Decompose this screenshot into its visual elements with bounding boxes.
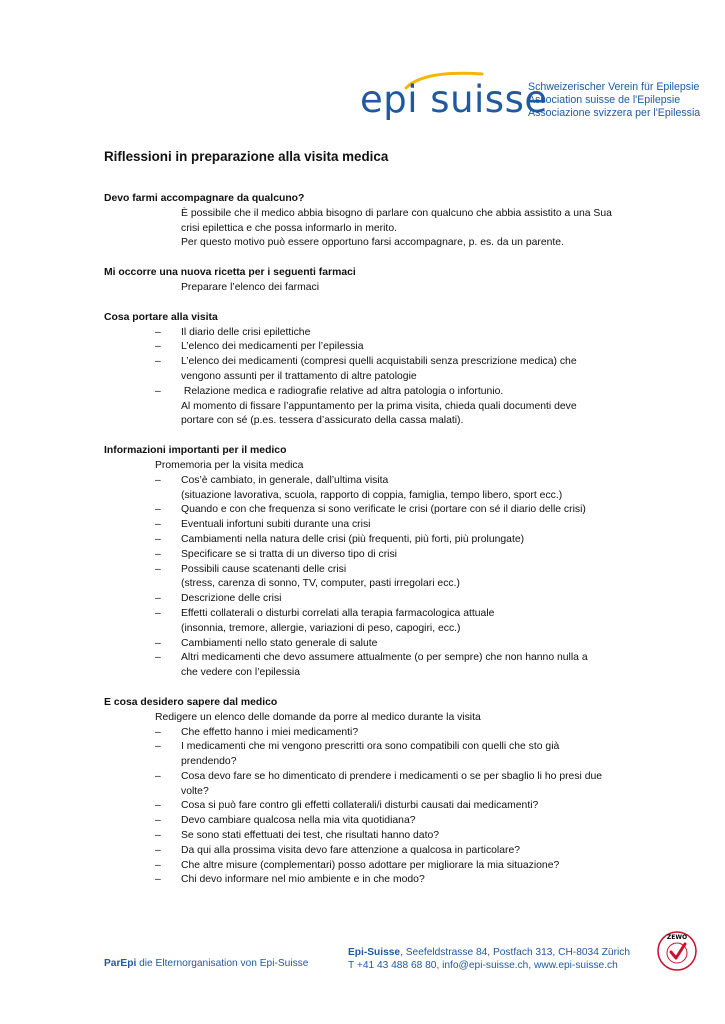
list-item: – Altri medicamenti che devo assumere attualmente (o per sempre) che non hanno nulla a che vedere con l’epilessia — [155, 652, 588, 679]
section-questions-for-doctor — [104, 696, 644, 888]
section-heading: E cosa desidero sapere dal medico — [104, 696, 278, 708]
list-item: – Possibili cause scatenanti delle crisi (stress, carenza di sonno, TV, computer, pasti irregolari ecc.) — [155, 563, 460, 590]
footer-contact-line: T +41 43 488 68 80, info@epi-suisse.ch, www.epi-suisse.ch — [348, 960, 618, 972]
paragraph-line: È possibile che il medico abbia bisogno di parlare con qualcuno che abbia assistito a una Sua — [181, 207, 612, 219]
org-name-it: Associazione svizzera per l'Epilessia — [528, 106, 701, 119]
org-names — [528, 81, 700, 119]
section-intro: Redigere un elenco delle domande da porre al medico durante la visita — [155, 711, 481, 723]
org-name-fr: Association suisse de l'Epilepsie — [528, 93, 681, 106]
info-list — [104, 474, 644, 681]
section-what-to-bring — [104, 311, 644, 429]
footer-left-brand: ParEpi — [104, 958, 137, 969]
paragraph-line: Preparare l’elenco dei farmaci — [181, 281, 320, 293]
list-item: – L’elenco dei medicamenti (compresi quelli acquistabili senza prescrizione medica) che vengono assunti per il trattamento di altre patologie — [155, 356, 577, 382]
list-item: – Che effetto hanno i miei medicamenti? — [155, 726, 359, 738]
list-item: – Cambiamenti nello stato generale di salute — [155, 637, 378, 649]
footer-left-text: die Elternorganisation von Epi-Suisse — [136, 958, 309, 969]
epi-suisse-logo — [360, 68, 548, 128]
bring-list — [104, 326, 644, 430]
document-body — [104, 145, 644, 888]
list-item: – Che altre misure (complementari) posso adottare per migliorare la mia situazione? — [155, 859, 560, 871]
list-item: – Effetti collaterali o disturbi correlati alla terapia farmacologica attuale (insonnia, tremore, allergie, variazioni di peso, capogiri, ecc.) — [155, 607, 495, 634]
paragraph-line: Per questo motivo può essere opportuno farsi accompagnare, p. es. da un parente. — [181, 237, 564, 249]
section-intro: Promemoria per la visita medica — [155, 459, 304, 471]
list-item: – L’elenco dei medicamenti per l’epilessia — [155, 341, 364, 353]
section-info-for-doctor — [104, 444, 644, 681]
list-item: – Cos’è cambiato, in generale, dall’ultima visita (situazione lavorativa, scuola, rapporto di coppia, famiglia, tempo libero, sport ecc.) — [155, 474, 563, 501]
list-item: – Descrizione delle crisi — [155, 593, 282, 605]
footer-right-brand: Epi-Suisse — [348, 947, 401, 958]
section-prescription — [104, 266, 644, 296]
zewo-seal-icon — [656, 930, 698, 972]
footer-address: , Seefeldstrasse 84, Postfach 313, CH-8034 Zürich — [400, 947, 630, 958]
list-item: – Da qui alla prossima visita devo fare attenzione a qualcosa in particolare? — [155, 844, 521, 856]
list-item: – Specificare se si tratta di un diverso tipo di crisi — [155, 548, 397, 560]
section-heading: Devo farmi accompagnare da qualcuno? — [104, 193, 305, 204]
section-heading: Mi occorre una nuova ricetta per i seguenti farmaci — [104, 267, 356, 279]
org-name-de: Schweizerischer Verein für Epilepsie — [528, 81, 700, 93]
questions-list — [104, 726, 644, 889]
list-item: – I medicamenti che mi vengono prescritti ora sono compatibili con quelli che sto già prendendo? — [155, 741, 560, 768]
footer-contact — [348, 946, 630, 973]
paragraph-line: crisi epilettica e che possa informarlo in merito. — [181, 222, 397, 234]
list-item: – Cosa si può fare contro gli effetti collaterali/i disturbi causati dai medicamenti? — [155, 800, 539, 812]
section-accompany — [104, 192, 644, 251]
list-item: – Quando e con che frequenza si sono verificate le crisi (portare con sé il diario delle crisi) — [155, 504, 586, 516]
list-item: – Il diario delle crisi epilettiche — [155, 326, 311, 338]
logo-wordmark: epi suisse — [360, 78, 548, 121]
list-item: – Cambiamenti nella natura delle crisi (più frequenti, più forti, più prolungate) — [155, 533, 525, 545]
list-item: – Eventuali infortuni subiti durante una crisi — [155, 519, 371, 531]
footer-parepi — [104, 958, 308, 969]
svg-text:ZEWO: ZEWO — [666, 934, 688, 941]
list-item: – Devo cambiare qualcosa nella mia vita quotidiana? — [155, 815, 416, 827]
section-heading: Cosa portare alla visita — [104, 311, 218, 323]
list-item: – Chi devo informare nel mio ambiente e in che modo? — [155, 874, 425, 886]
list-item: – Relazione medica e radiografie relative ad altra patologia o infortunio. Al momento di fissare l’appuntamento per la prima visita, chieda quali documenti deve portare con sé (p.es. tessera d’assicurato della cassa malati). — [155, 385, 577, 427]
list-item: – Cosa devo fare se ho dimenticato di prendere i medicamenti o se per sbaglio li ho presi due volte? — [155, 770, 603, 797]
document-title: Riflessioni in preparazione alla visita medica — [104, 149, 389, 164]
section-heading: Informazioni importanti per il medico — [104, 445, 287, 457]
list-item: – Se sono stati effettuati dei test, che risultati hanno dato? — [155, 830, 440, 842]
